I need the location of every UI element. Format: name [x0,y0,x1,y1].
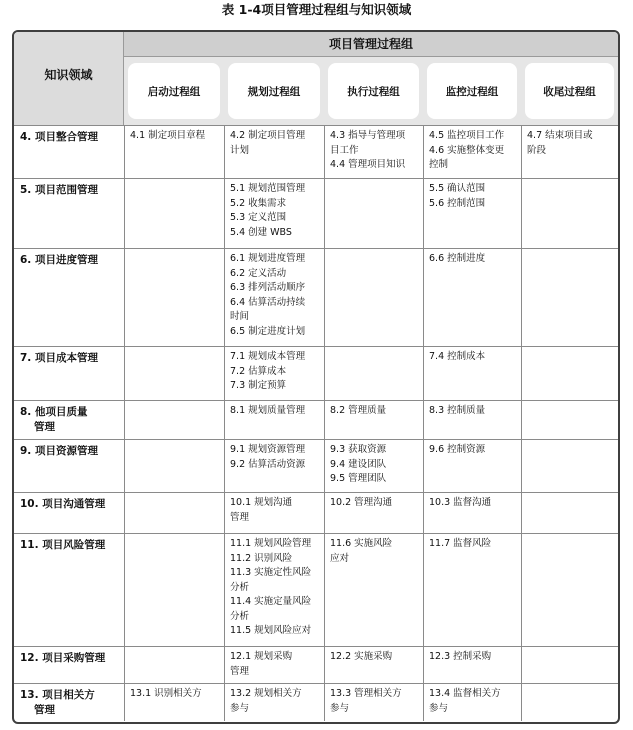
process-cell-planning [224,534,324,646]
table-row [14,178,618,248]
knowledge-area-cell [14,493,124,533]
process-item: 4.4 管理项目知识 [330,159,406,170]
process-item: 10.1 规划沟通 [230,497,293,508]
process-group-executing-label: 执行过程组 [328,63,419,119]
process-item: 12.3 控制采购 [429,651,492,662]
process-cell-planning [224,179,324,248]
column-divider [423,684,424,721]
process-item: 7.2 估算成本 [230,365,287,377]
process-item: 10.2 管理沟通 [330,497,393,508]
process-item: 13.3 管理相关方 [330,688,402,699]
process-item: 13.4 监督相关方 [429,688,501,699]
process-item: 9.5 管理团队 [330,473,387,484]
process-cell-executing [324,684,423,721]
knowledge-area-label: 13. 项目相关方 [20,689,95,701]
table-row [14,248,618,346]
knowledge-area-label: 10. 项目沟通管理 [20,498,106,510]
process-item: 6.2 定义活动 [230,267,287,279]
column-divider [521,179,522,248]
process-cell-initiating [124,249,224,346]
process-cell-monitoring [423,440,521,492]
process-cell-initiating [124,647,224,683]
knowledge-area-cell [14,440,124,492]
process-item: 11.1 规划风险管理 [230,538,312,549]
process-item: 9.6 控制资源 [429,444,486,455]
process-group-table [12,30,620,724]
process-item: 5.6 控制范围 [429,197,486,209]
column-divider [224,493,225,533]
process-item: 6.4 估算活动持续 [230,296,306,308]
process-cell-planning [224,440,324,492]
process-group-column-header [124,57,224,125]
process-group-initiating-label: 启动过程组 [128,63,220,119]
column-divider [521,684,522,721]
process-group-column-header [423,57,521,125]
knowledge-area-cell [14,249,124,346]
process-cell-planning [224,493,324,533]
process-group-column-header [324,57,423,125]
process-cell-monitoring [423,347,521,400]
process-cell-planning [224,126,324,178]
process-item: 应对 [330,552,350,564]
column-divider [224,684,225,721]
knowledge-area-label: 11. 项目风险管理 [20,539,106,551]
knowledge-area-label: 9. 项目资源管理 [20,445,98,457]
process-group-closing-label: 收尾过程组 [525,63,614,119]
column-divider [124,179,125,248]
column-divider [324,249,325,346]
process-cell-closing [521,249,618,346]
process-item: 9.3 获取资源 [330,444,387,455]
process-cell-monitoring [423,493,521,533]
process-item: 11.2 识别风险 [230,552,293,564]
process-group-header: 项目管理过程组 [124,32,618,57]
process-item: 4.2 制定项目管理 [230,130,306,141]
column-divider [521,126,522,178]
knowledge-area-cell [14,347,124,400]
column-divider [423,440,424,492]
process-cell-closing [521,440,618,492]
process-cell-executing [324,249,423,346]
process-cell-initiating [124,440,224,492]
column-divider [124,249,125,346]
process-item: 6.6 控制进度 [429,253,486,264]
knowledge-area-cell [14,401,124,439]
column-divider [224,179,225,248]
process-item: 管理 [230,665,250,677]
process-cell-monitoring [423,401,521,439]
process-item: 12.1 规划采购 [230,651,293,662]
process-cell-closing [521,126,618,178]
process-cell-closing [521,347,618,400]
process-item: 分析 [230,610,250,622]
column-divider [324,684,325,721]
table-row [14,533,618,646]
process-item: 9.2 估算活动资源 [230,458,306,470]
process-item: 4.6 实施整体变更 [429,144,505,156]
process-item: 4.3 指导与管理项 [330,130,406,141]
column-divider [124,440,125,492]
column-divider [324,493,325,533]
process-item: 7.4 控制成本 [429,351,486,362]
column-divider [423,347,424,400]
process-group-column-header [224,57,324,125]
column-divider [124,401,125,439]
knowledge-area-cell [14,126,124,178]
process-cell-closing [521,401,618,439]
column-divider [521,647,522,683]
process-cell-planning [224,401,324,439]
table-row [14,683,618,721]
process-cell-initiating [124,684,224,721]
process-item: 10.3 监督沟通 [429,497,492,508]
process-cell-initiating [124,493,224,533]
process-cell-closing [521,493,618,533]
process-cell-planning [224,249,324,346]
table-row [14,400,618,439]
process-cell-executing [324,440,423,492]
process-item: 阶段 [527,144,547,156]
column-divider [124,126,125,178]
process-item: 参与 [330,702,350,714]
table-row [14,492,618,533]
process-cell-closing [521,647,618,683]
process-item: 13.2 规划相关方 [230,688,302,699]
process-item: 6.1 规划进度管理 [230,253,306,264]
process-item: 计划 [230,144,250,156]
process-cell-initiating [124,534,224,646]
knowledge-area-label: 管理 [34,704,55,716]
process-item: 7.3 制定预算 [230,380,287,391]
process-item: 9.4 建设团队 [330,458,387,470]
column-divider [324,347,325,400]
process-cell-monitoring [423,249,521,346]
process-cell-initiating [124,401,224,439]
column-divider [124,347,125,400]
knowledge-area-label: 4. 项目整合管理 [20,131,98,143]
process-item: 11.5 规划风险应对 [230,625,312,636]
column-divider [324,401,325,439]
process-item: 目工作 [330,144,359,156]
process-item: 4.1 制定项目章程 [130,130,206,141]
column-divider [324,647,325,683]
table-row [14,346,618,400]
process-cell-initiating [124,347,224,400]
knowledge-area-label: 6. 项目进度管理 [20,254,98,266]
process-item: 4.5 监控项目工作 [429,130,505,141]
column-divider [224,647,225,683]
process-cell-monitoring [423,179,521,248]
knowledge-area-label: 7. 项目成本管理 [20,352,98,364]
process-cell-monitoring [423,126,521,178]
column-divider [324,179,325,248]
process-item: 12.2 实施采购 [330,651,393,662]
column-divider [423,647,424,683]
table-title: 表 1-4项目管理过程组与知识领域 [221,2,412,17]
process-cell-monitoring [423,647,521,683]
process-cell-initiating [124,126,224,178]
process-item: 11.6 实施风险 [330,538,393,549]
process-item: 13.1 识别相关方 [130,688,202,699]
column-divider [224,440,225,492]
process-item: 8.2 管理质量 [330,405,387,416]
process-cell-planning [224,684,324,721]
knowledge-area-header [14,32,124,125]
process-item: 控制 [429,159,449,170]
process-cell-initiating [124,179,224,248]
process-cell-planning [224,347,324,400]
process-cell-planning [224,647,324,683]
process-group-planning-label: 规划过程组 [228,63,320,119]
column-divider [423,401,424,439]
column-divider [423,534,424,646]
column-divider [521,440,522,492]
process-cell-executing [324,493,423,533]
process-cell-executing [324,401,423,439]
process-cell-closing [521,534,618,646]
knowledge-area-label: 管理 [34,421,55,433]
process-cell-closing [521,684,618,721]
process-item: 5.2 收集需求 [230,197,287,209]
column-divider [521,347,522,400]
column-divider [423,493,424,533]
column-divider [423,249,424,346]
column-divider [324,534,325,646]
process-item: 6.5 制定进度计划 [230,325,306,337]
process-item: 11.3 实施定性风险 [230,567,312,578]
knowledge-area-cell [14,179,124,248]
process-cell-closing [521,179,618,248]
process-item: 参与 [429,702,449,714]
column-divider [423,126,424,178]
process-cell-monitoring [423,684,521,721]
column-divider [124,647,125,683]
column-divider [124,684,125,721]
column-divider [521,534,522,646]
table-row [14,646,618,683]
process-cell-executing [324,534,423,646]
process-group-monitoring-label: 监控过程组 [427,63,517,119]
process-cell-executing [324,126,423,178]
table-row [14,125,618,178]
table-row [14,439,618,492]
column-divider [224,126,225,178]
process-group-column-header [521,57,618,125]
process-cell-monitoring [423,534,521,646]
knowledge-area-label: 12. 项目采购管理 [20,652,106,664]
column-divider [224,347,225,400]
process-item: 5.5 确认范围 [429,183,486,194]
column-divider [224,534,225,646]
column-divider [521,401,522,439]
process-cell-executing [324,179,423,248]
process-item: 8.1 规划质量管理 [230,405,306,416]
process-cell-executing [324,347,423,400]
knowledge-area-cell [14,684,124,721]
knowledge-area-label: 8. 他项目质量 [20,406,88,418]
column-divider [224,401,225,439]
process-item: 4.7 结束项目或 [527,130,593,141]
column-divider [324,126,325,178]
knowledge-area-cell [14,647,124,683]
process-item: 5.3 定义范围 [230,212,287,223]
process-item: 分析 [230,581,250,593]
column-divider [521,493,522,533]
process-item: 5.4 创建 WBS [230,226,292,238]
process-item: 7.1 规划成本管理 [230,351,306,362]
process-item: 参与 [230,702,250,714]
column-divider [124,493,125,533]
column-divider [124,534,125,646]
process-cell-executing [324,647,423,683]
process-item: 11.7 监督风险 [429,538,492,549]
column-divider [521,249,522,346]
process-item: 5.1 规划范围管理 [230,183,306,194]
process-item: 时间 [230,311,250,322]
column-divider [324,440,325,492]
process-item: 管理 [230,511,250,523]
knowledge-area-label: 5. 项目范围管理 [20,184,98,196]
knowledge-area-cell [14,534,124,646]
process-item: 9.1 规划资源管理 [230,444,306,455]
column-divider [423,179,424,248]
process-item: 6.3 排列活动顺序 [230,282,306,293]
knowledge-area-header-label: 知识领域 [44,68,93,82]
process-item: 11.4 实施定量风险 [230,596,312,607]
process-item: 8.3 控制质量 [429,405,486,416]
column-divider [224,249,225,346]
